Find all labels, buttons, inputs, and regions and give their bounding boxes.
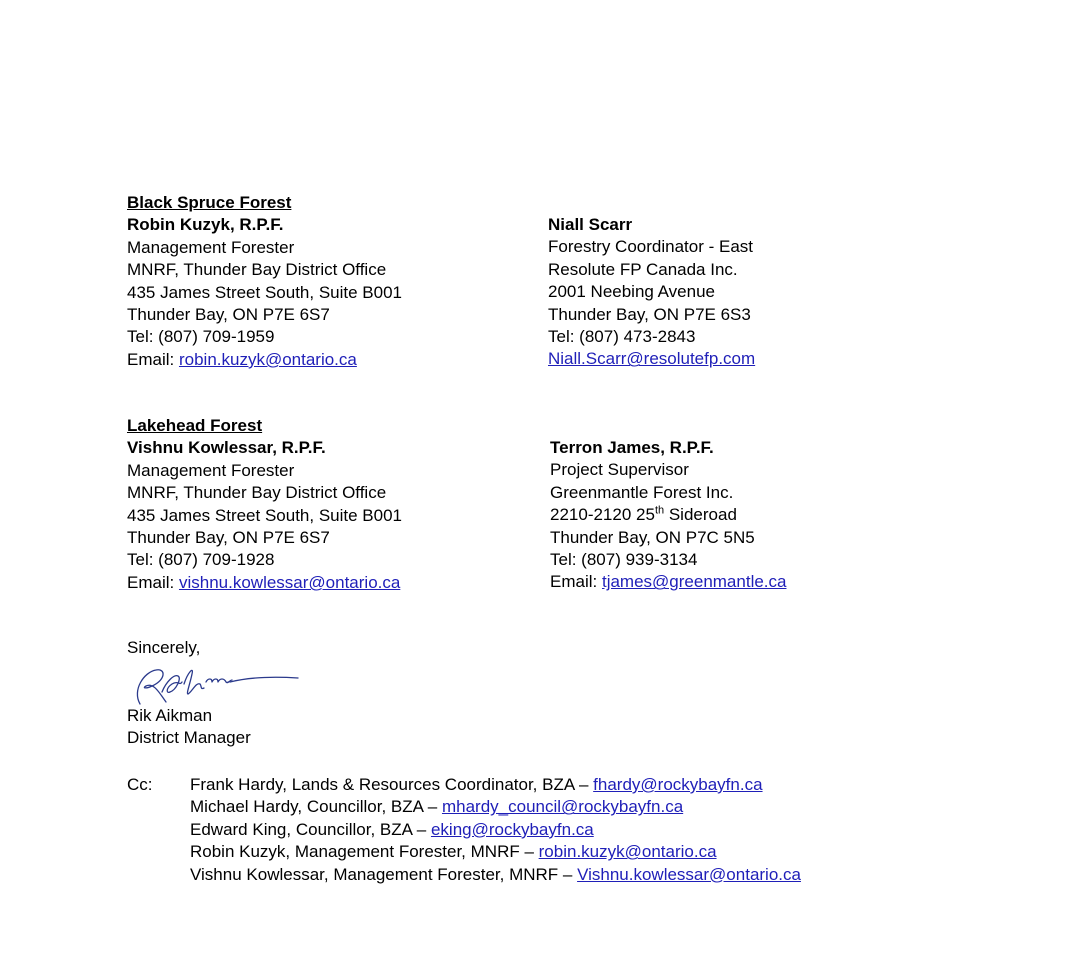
contact-city: Thunder Bay, ON P7C 5N5	[550, 527, 755, 547]
signer-name: Rik Aikman	[127, 706, 213, 725]
contact-email-line	[548, 348, 755, 370]
contact-black-spruce	[127, 192, 402, 371]
contact-address: 435 James Street South, Suite B001	[127, 505, 403, 525]
contact-title: Management Forester	[127, 460, 295, 480]
cc-email-link[interactable]: Vishnu.kowlessar@ontario.ca	[577, 864, 801, 884]
contact-org: Resolute FP Canada Inc.	[548, 259, 738, 279]
address-number: 2210-2120 25	[550, 505, 655, 525]
closing-signer	[127, 705, 251, 750]
closing-salutation-block	[127, 637, 200, 659]
contact-city: Thunder Bay, ON P7E 6S3	[548, 304, 751, 324]
cc-entry	[190, 864, 801, 886]
cc-list	[190, 774, 801, 886]
email-link[interactable]: robin.kuzyk@ontario.ca	[178, 349, 357, 369]
contact-title: Management Forester	[127, 237, 295, 257]
ordinal-suffix: th	[654, 504, 665, 517]
cc-email-link[interactable]: fhardy@rockybayfn.ca	[593, 775, 763, 794]
cc-entry	[190, 774, 801, 796]
cc-email-link[interactable]: mhardy_council@rockybayfn.ca	[441, 797, 684, 817]
cc-recipient: Michael Hardy, Councillor, BZA –	[190, 797, 442, 817]
email-label: Email:	[550, 572, 602, 592]
contact-email-line	[127, 572, 402, 594]
section-heading: Black Spruce Forest	[127, 193, 292, 212]
email-link[interactable]: vishnu.kowlessar@ontario.ca	[178, 572, 401, 592]
cc-recipient: Vishnu Kowlessar, Management Forester, MNRF –	[190, 864, 578, 884]
contact-tel: Tel: (807) 709-1928	[127, 550, 275, 570]
cc-entry	[190, 819, 801, 841]
cc-label: Cc:	[127, 775, 153, 794]
cc-email-link[interactable]: eking@rockybayfn.ca	[430, 819, 594, 839]
contact-tel: Tel: (807) 709-1959	[127, 327, 275, 347]
contact-tel: Tel: (807) 939-3134	[550, 550, 698, 570]
address-street: Sideroad	[664, 505, 737, 525]
contact-name: Vishnu Kowlessar, R.P.F.	[127, 438, 326, 458]
email-link[interactable]: tjames@greenmantle.ca	[601, 572, 787, 592]
contact-org: MNRF, Thunder Bay District Office	[127, 260, 387, 280]
contact-tel: Tel: (807) 473-2843	[548, 327, 696, 347]
contact-email-line	[550, 571, 786, 593]
contact-address: 435 James Street South, Suite B001	[127, 282, 403, 302]
contact-name: Niall Scarr	[548, 215, 633, 234]
contact-name: Robin Kuzyk, R.P.F.	[127, 215, 284, 235]
contact-city: Thunder Bay, ON P7E 6S7	[127, 305, 330, 325]
salutation: Sincerely,	[127, 638, 201, 657]
cc-entry	[190, 796, 801, 818]
contact-greenmantle	[550, 437, 786, 594]
contact-address	[550, 504, 786, 526]
contact-org: MNRF, Thunder Bay District Office	[127, 483, 387, 503]
contact-title: Forestry Coordinator - East	[548, 237, 754, 257]
signer-title: District Manager	[127, 728, 251, 748]
contact-email-line	[127, 349, 402, 371]
email-label: Email:	[127, 572, 179, 592]
email-label: Email:	[127, 349, 179, 369]
cc-entry	[190, 841, 801, 863]
section-heading: Lakehead Forest	[127, 416, 263, 435]
contact-city: Thunder Bay, ON P7E 6S7	[127, 528, 330, 548]
contact-resolute	[548, 214, 755, 371]
contact-org: Greenmantle Forest Inc.	[550, 482, 734, 502]
contact-title: Project Supervisor	[550, 460, 689, 480]
signature-image	[126, 664, 306, 708]
cc-recipient: Edward King, Councillor, BZA –	[190, 819, 431, 839]
contact-address: 2001 Neebing Avenue	[548, 282, 716, 302]
contact-lakehead	[127, 415, 402, 594]
email-link[interactable]: Niall.Scarr@resolutefp.com	[548, 349, 756, 369]
cc-recipient: Robin Kuzyk, Management Forester, MNRF –	[190, 842, 539, 862]
cc-email-link[interactable]: robin.kuzyk@ontario.ca	[538, 842, 717, 862]
cc-recipient: Frank Hardy, Lands & Resources Coordinator, BZA –	[190, 775, 594, 794]
contact-name: Terron James, R.P.F.	[550, 438, 714, 457]
